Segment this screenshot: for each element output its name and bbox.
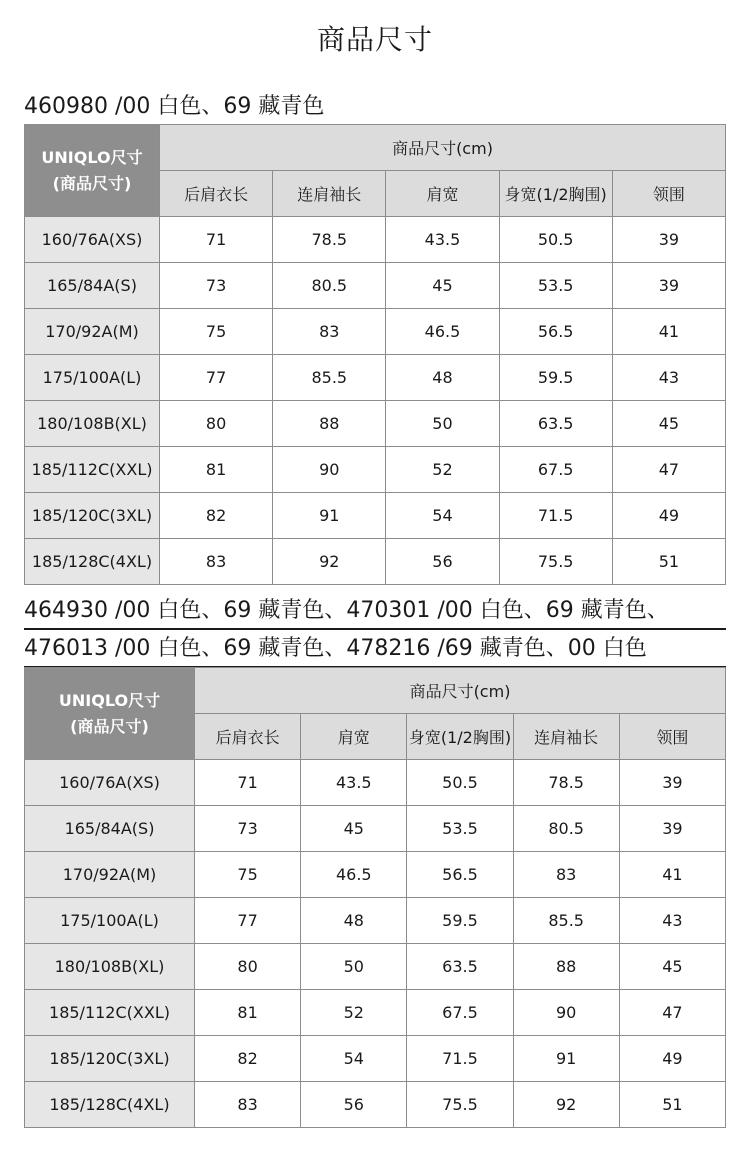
- size-column-header-line: (商品尺寸): [52, 173, 132, 193]
- measurement-cell: 91: [513, 1036, 619, 1082]
- measurement-cell: 48: [386, 355, 499, 401]
- measurement-cell: 80.5: [513, 806, 619, 852]
- column-header: 身宽(1/2胸围): [407, 714, 513, 760]
- measurement-cell: 43.5: [301, 760, 407, 806]
- measurement-cell: 39: [619, 806, 725, 852]
- measurement-cell: 56.5: [407, 852, 513, 898]
- column-header: 肩宽: [386, 171, 499, 217]
- measurement-cell: 80.5: [273, 263, 386, 309]
- measurement-cell: 45: [612, 401, 725, 447]
- measurement-cell: 46.5: [301, 852, 407, 898]
- measurement-cell: 81: [195, 990, 301, 1036]
- measurement-cell: 92: [273, 539, 386, 585]
- measurement-cell: 67.5: [407, 990, 513, 1036]
- table-header-row: [25, 668, 726, 714]
- measurement-cell: 92: [513, 1082, 619, 1128]
- measurement-cell: 71.5: [499, 493, 612, 539]
- measurement-cell: 49: [612, 493, 725, 539]
- measurement-cell: 75: [195, 852, 301, 898]
- measurement-cell: 78.5: [513, 760, 619, 806]
- size-label: 165/84A(S): [25, 806, 195, 852]
- measurement-cell: 50.5: [407, 760, 513, 806]
- measurement-cell: 85.5: [273, 355, 386, 401]
- measurement-cell: 47: [619, 990, 725, 1036]
- size-label: 180/108B(XL): [25, 401, 160, 447]
- measurement-cell: 90: [513, 990, 619, 1036]
- table-row: [25, 1082, 726, 1128]
- measurement-cell: 43: [619, 898, 725, 944]
- measurement-group-header: 商品尺寸(cm): [160, 125, 726, 171]
- section-1-heading: [24, 88, 726, 126]
- size-label: 175/100A(L): [25, 355, 160, 401]
- size-label: 185/128C(4XL): [25, 539, 160, 585]
- measurement-cell: 47: [612, 447, 725, 493]
- measurement-cell: 50.5: [499, 217, 612, 263]
- measurement-cell: 50: [301, 944, 407, 990]
- table-row: [25, 898, 726, 944]
- table-row: [25, 401, 726, 447]
- size-label: 185/112C(XXL): [25, 447, 160, 493]
- size-table-2: [24, 667, 726, 1128]
- measurement-cell: 48: [301, 898, 407, 944]
- measurement-cell: 49: [619, 1036, 725, 1082]
- measurement-cell: 83: [160, 539, 273, 585]
- table-row: [25, 217, 726, 263]
- size-label: 170/92A(M): [25, 852, 195, 898]
- size-column-header: [25, 125, 160, 217]
- measurement-cell: 50: [386, 401, 499, 447]
- page-title: 商品尺寸: [316, 23, 433, 56]
- size-label: 160/76A(XS): [25, 217, 160, 263]
- measurement-cell: 71.5: [407, 1036, 513, 1082]
- measurement-cell: 63.5: [499, 401, 612, 447]
- measurement-cell: 51: [619, 1082, 725, 1128]
- column-header: 领围: [619, 714, 725, 760]
- measurement-cell: 71: [160, 217, 273, 263]
- size-label: 180/108B(XL): [25, 944, 195, 990]
- measurement-cell: 73: [195, 806, 301, 852]
- measurement-cell: 59.5: [499, 355, 612, 401]
- measurement-cell: 82: [195, 1036, 301, 1082]
- size-label: 165/84A(S): [25, 263, 160, 309]
- measurement-group-header: 商品尺寸(cm): [195, 668, 726, 714]
- measurement-cell: 75.5: [407, 1082, 513, 1128]
- measurement-cell: 67.5: [499, 447, 612, 493]
- section-1-heading-text: 460980 /00 白色、69 藏青色: [24, 94, 325, 119]
- section-2-heading-text: 476013 /00 白色、69 藏青色、478216 /69 藏青色、00 白色: [24, 636, 647, 661]
- size-label: 185/120C(3XL): [25, 1036, 195, 1082]
- table-row: [25, 539, 726, 585]
- size-column-header-line: UNIQLO尺寸: [41, 147, 143, 167]
- measurement-cell: 43: [612, 355, 725, 401]
- measurement-cell: 88: [513, 944, 619, 990]
- measurement-cell: 45: [301, 806, 407, 852]
- table-row: [25, 806, 726, 852]
- measurement-cell: 75.5: [499, 539, 612, 585]
- measurement-cell: 63.5: [407, 944, 513, 990]
- measurement-cell: 56: [301, 1082, 407, 1128]
- size-label: 185/128C(4XL): [25, 1082, 195, 1128]
- size-label: 170/92A(M): [25, 309, 160, 355]
- column-header: 身宽(1/2胸围): [499, 171, 612, 217]
- measurement-cell: 85.5: [513, 898, 619, 944]
- table-row: [25, 447, 726, 493]
- measurement-cell: 53.5: [407, 806, 513, 852]
- measurement-cell: 80: [160, 401, 273, 447]
- measurement-cell: 77: [160, 355, 273, 401]
- measurement-cell: 78.5: [273, 217, 386, 263]
- measurement-cell: 56: [386, 539, 499, 585]
- measurement-cell: 83: [195, 1082, 301, 1128]
- table-row: [25, 263, 726, 309]
- size-label: 185/120C(3XL): [25, 493, 160, 539]
- column-header: 连肩袖长: [273, 171, 386, 217]
- measurement-cell: 45: [619, 944, 725, 990]
- measurement-cell: 88: [273, 401, 386, 447]
- column-header: 肩宽: [301, 714, 407, 760]
- measurement-cell: 54: [386, 493, 499, 539]
- measurement-cell: 73: [160, 263, 273, 309]
- measurement-cell: 43.5: [386, 217, 499, 263]
- measurement-cell: 52: [386, 447, 499, 493]
- section-2-heading-text: 464930 /00 白色、69 藏青色、470301 /00 白色、69 藏青色、: [24, 598, 669, 623]
- measurement-cell: 45: [386, 263, 499, 309]
- measurement-cell: 39: [612, 263, 725, 309]
- size-label: 160/76A(XS): [25, 760, 195, 806]
- section-2-heading-line-2: [24, 630, 726, 668]
- measurement-cell: 91: [273, 493, 386, 539]
- size-table-1-body: [25, 217, 726, 585]
- measurement-cell: 41: [619, 852, 725, 898]
- table-row: [25, 493, 726, 539]
- size-label: 175/100A(L): [25, 898, 195, 944]
- table-row: [25, 760, 726, 806]
- measurement-cell: 53.5: [499, 263, 612, 309]
- size-column-header-line: (商品尺寸): [70, 716, 149, 736]
- measurement-cell: 83: [513, 852, 619, 898]
- measurement-cell: 82: [160, 493, 273, 539]
- table-row: [25, 1036, 726, 1082]
- measurement-cell: 51: [612, 539, 725, 585]
- table-row: [25, 355, 726, 401]
- measurement-cell: 81: [160, 447, 273, 493]
- measurement-cell: 39: [619, 760, 725, 806]
- measurement-cell: 39: [612, 217, 725, 263]
- measurement-cell: 46.5: [386, 309, 499, 355]
- measurement-cell: 80: [195, 944, 301, 990]
- size-table-2-body: [25, 760, 726, 1128]
- column-header: 后肩衣长: [195, 714, 301, 760]
- size-column-header-line: UNIQLO尺寸: [58, 690, 161, 710]
- table-header-row: [25, 125, 726, 171]
- measurement-cell: 59.5: [407, 898, 513, 944]
- measurement-cell: 41: [612, 309, 725, 355]
- measurement-cell: 77: [195, 898, 301, 944]
- measurement-cell: 71: [195, 760, 301, 806]
- measurement-cell: 52: [301, 990, 407, 1036]
- column-header: 后肩衣长: [160, 171, 273, 217]
- table-row: [25, 309, 726, 355]
- size-label: 185/112C(XXL): [25, 990, 195, 1036]
- measurement-cell: 83: [273, 309, 386, 355]
- measurement-cell: 90: [273, 447, 386, 493]
- table-row: [25, 990, 726, 1036]
- section-2-heading-line-1: [24, 592, 726, 630]
- measurement-cell: 56.5: [499, 309, 612, 355]
- measurement-cell: 75: [160, 309, 273, 355]
- measurement-cell: 54: [301, 1036, 407, 1082]
- column-header: 连肩袖长: [513, 714, 619, 760]
- size-column-header: [25, 668, 195, 760]
- table-row: [25, 852, 726, 898]
- table-row: [25, 944, 726, 990]
- size-table-1: [24, 124, 726, 585]
- column-header: 领围: [612, 171, 725, 217]
